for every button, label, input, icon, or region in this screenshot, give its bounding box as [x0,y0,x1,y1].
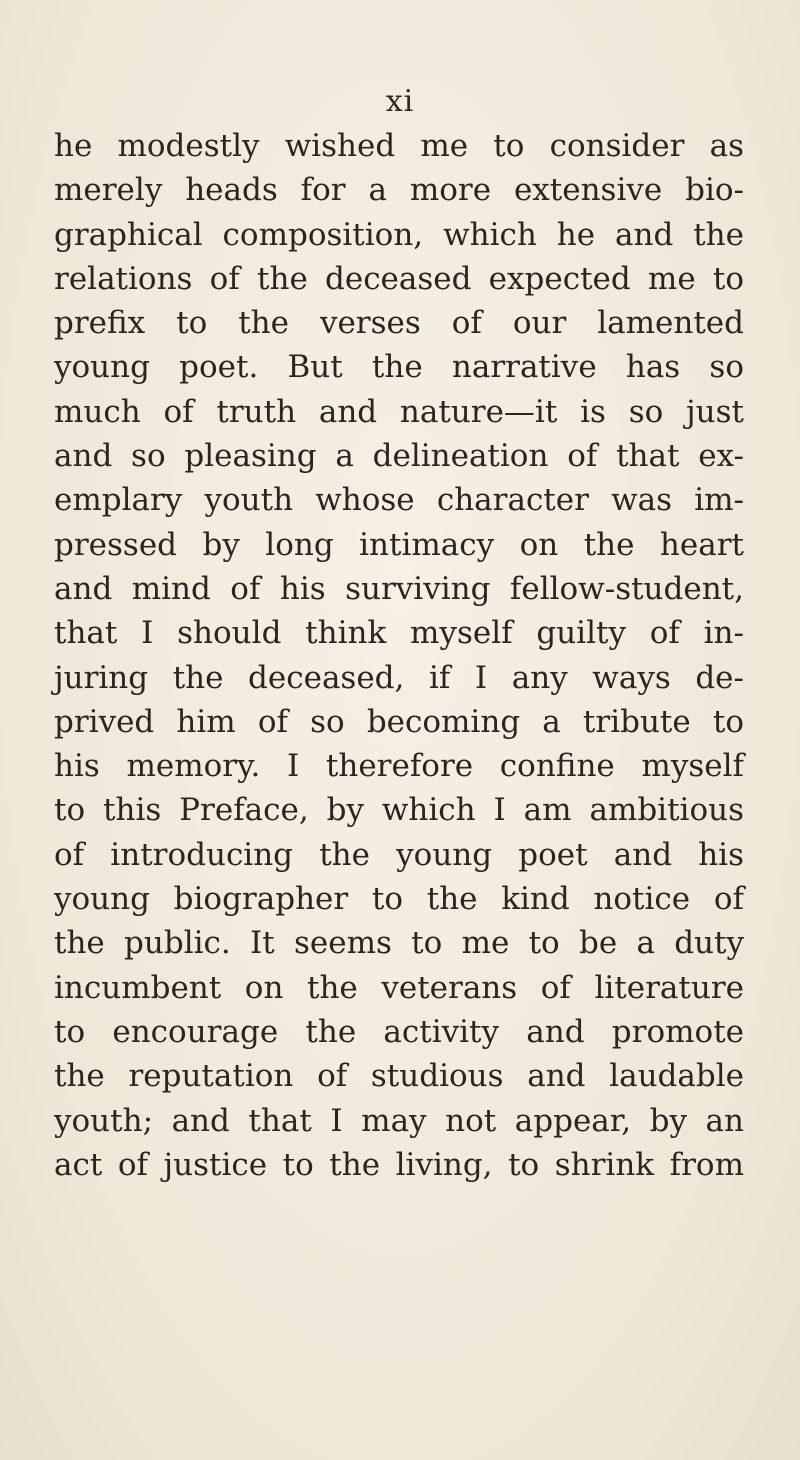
text-line: the reputation of studious and laudable [54,1058,744,1095]
text-line: emplary youth whose character was im- [54,482,744,519]
text-line: of introducing the young poet and his [54,836,744,873]
text-line: the public. It seems to me to be a duty [54,925,744,962]
text-line: and so pleasing a delineation of that ex- [54,438,744,475]
text-line: juring the deceased, if I any ways de- [54,659,744,696]
text-line: graphical composition, which he and the [54,216,744,253]
text-line: incumbent on the veterans of literature [54,969,744,1006]
text-line: to this Preface, by which I am ambitious [54,792,744,829]
text-line: young poet. But the narrative has so [54,349,744,386]
text-line: much of truth and nature—it is so just [54,393,744,430]
text-line: his memory. I therefore confine myself [54,748,744,785]
text-line: young biographer to the kind notice of [54,881,744,918]
text-line: and mind of his surviving fellow-student, [54,570,744,607]
text-line: prefix to the verses of our lamented [54,305,744,342]
text-line: that I should think myself guilty of in- [54,615,744,652]
text-line: pressed by long intimacy on the heart [54,526,744,563]
text-line: to encourage the activity and promote [54,1013,744,1050]
text-line: act of justice to the living, to shrink from [54,1146,744,1183]
text-line: relations of the deceased expected me to [54,260,744,297]
text-line: prived him of so becoming a tribute to [54,703,744,740]
text-line: merely heads for a more extensive bio- [54,172,744,209]
text-line: he modestly wished me to consider as [54,128,744,164]
page-number: xi [385,84,415,119]
text-line: youth; and that I may not appear, by an [54,1102,744,1139]
body-text [54,124,744,1187]
